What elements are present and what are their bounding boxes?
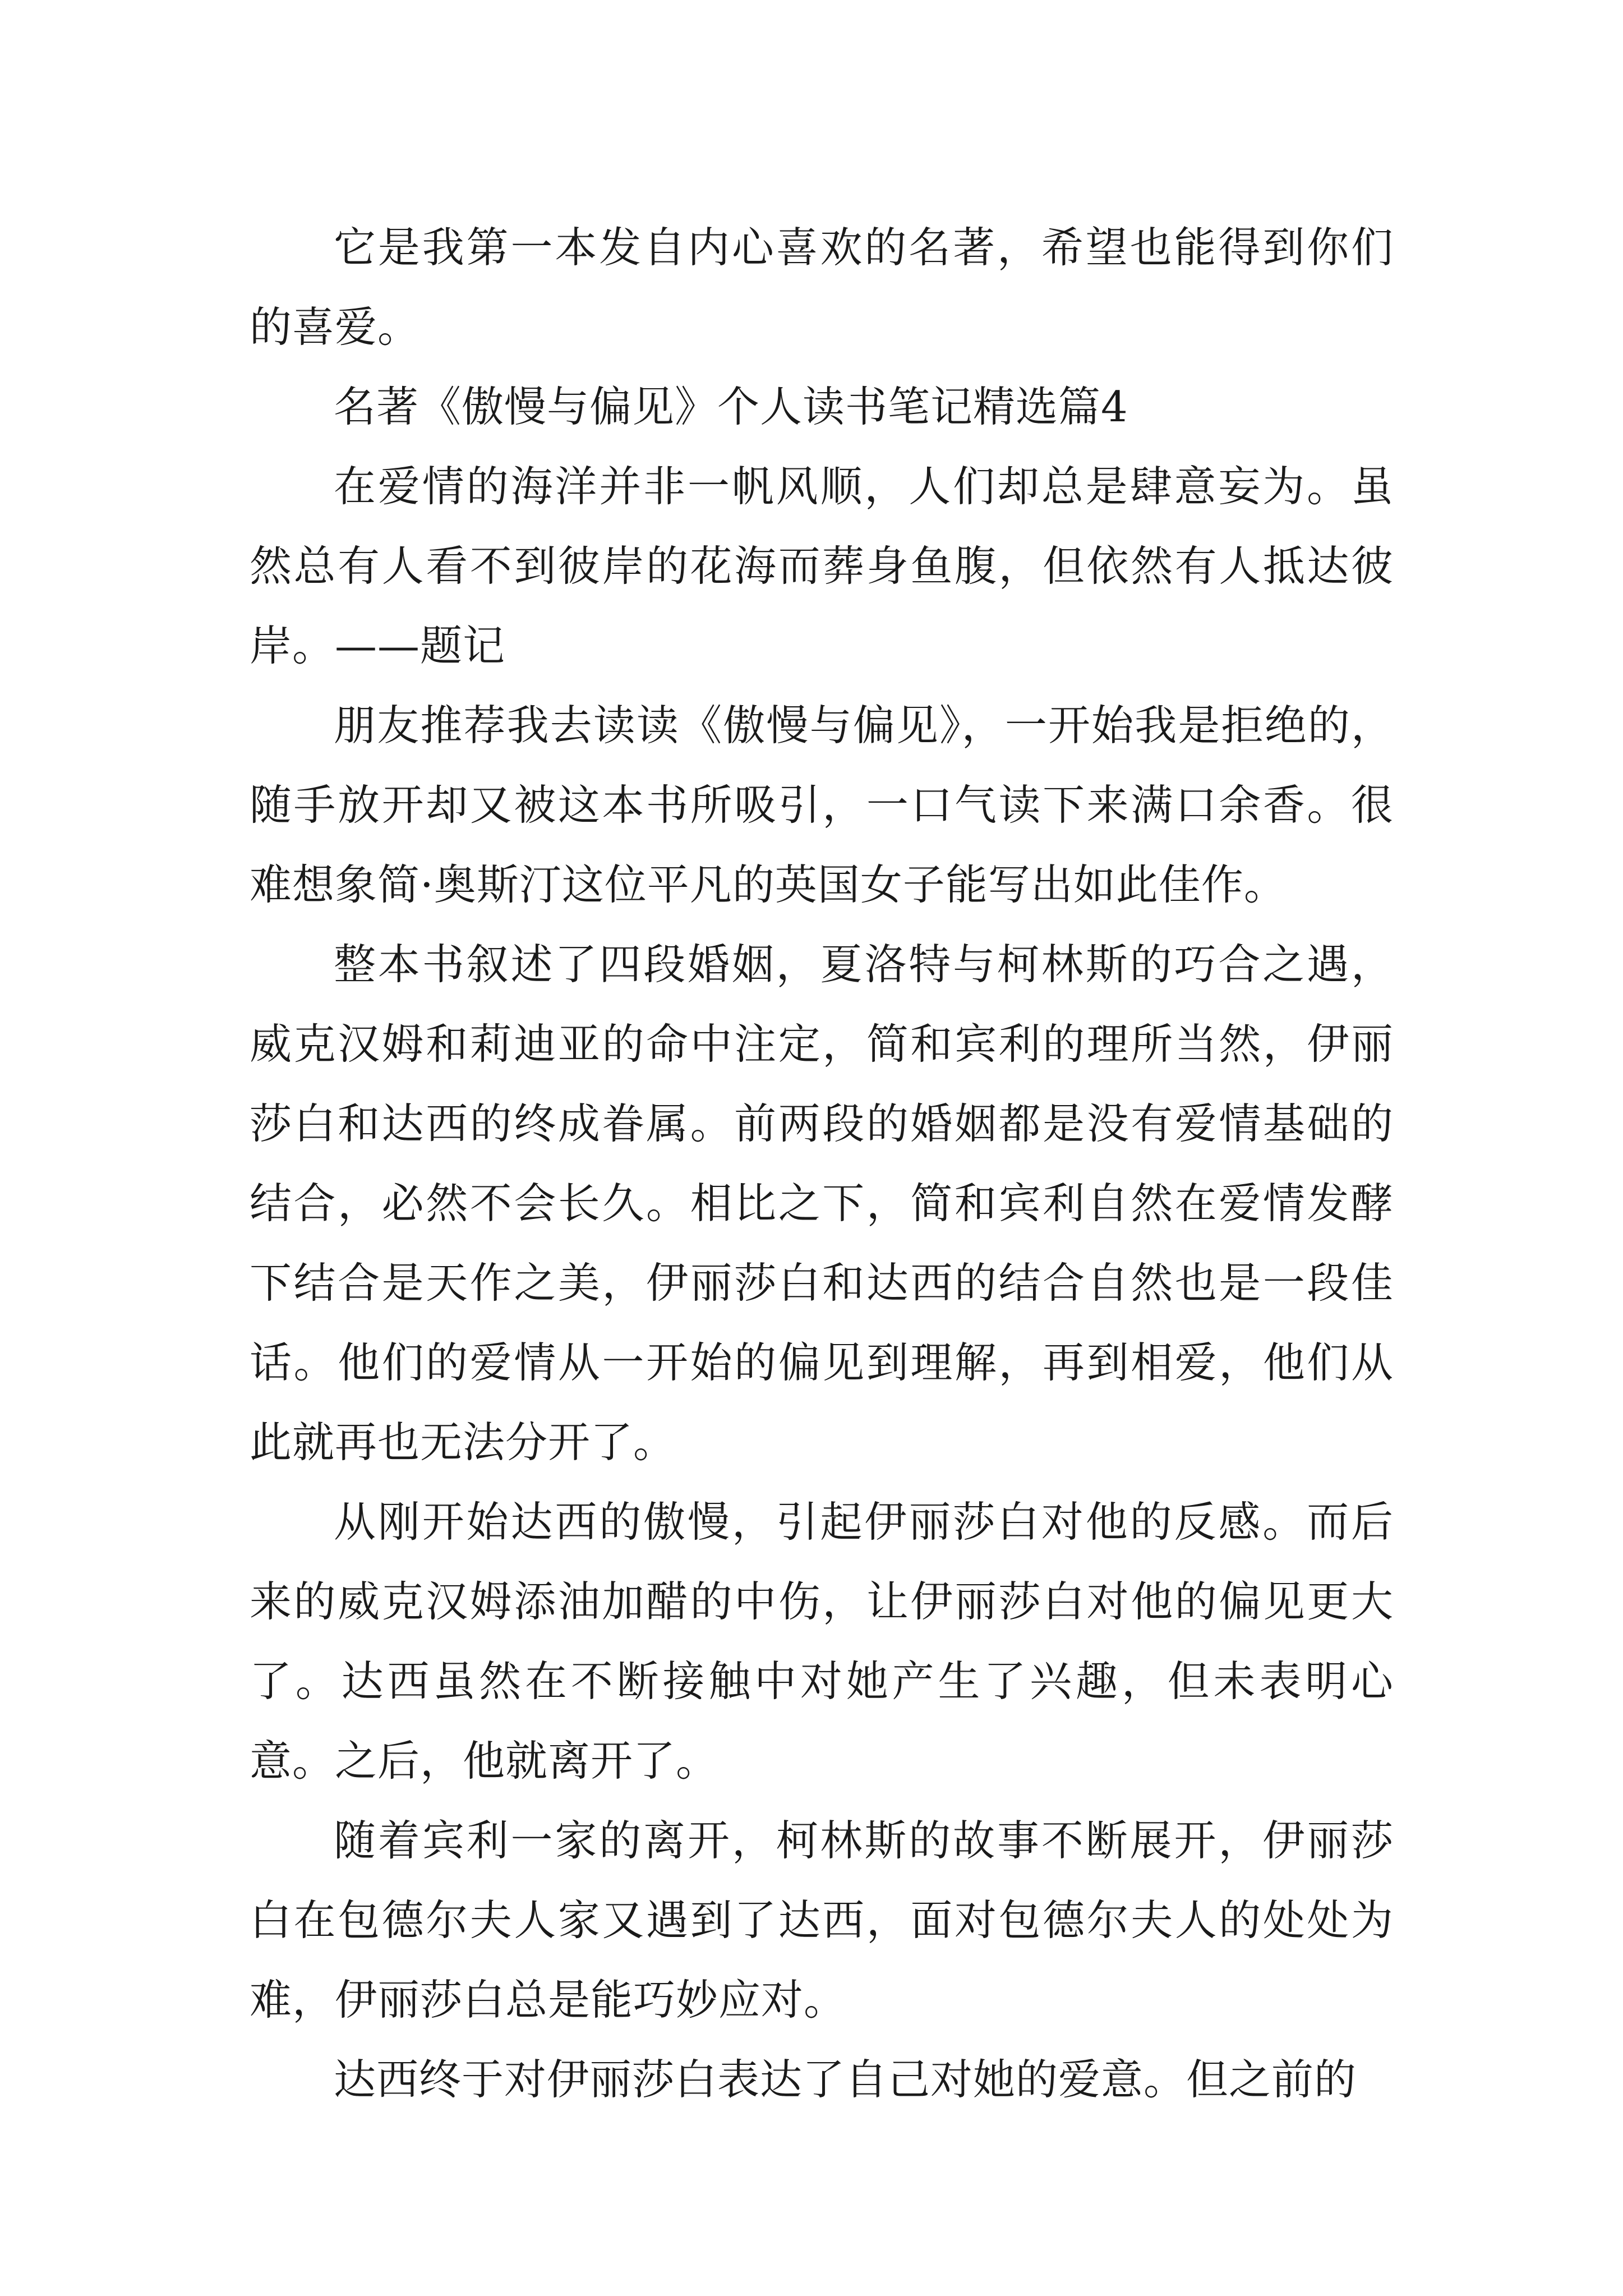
document-body	[250, 208, 1394, 2119]
section-heading: 名著《傲慢与偏见》个人读书笔记精选篇4	[334, 382, 1128, 431]
paragraph-introduction: 朋友推荐我去读读《傲慢与偏见》，一开始我是拒绝的，随手放开却又被这本书所吸引，一口气读下来满口余香。很难想象简·奥斯汀这位平凡的英国女子能写出如此佳作。	[250, 701, 1394, 909]
paragraph-closing-remark: 它是我第一本发自内心喜欢的名著，希望也能得到你们的喜爱。	[250, 223, 1394, 352]
paragraph-bingley-departure: 随着宾利一家的离开，柯林斯的故事不断展开，伊丽莎白在包德尔夫人家又遇到了达西，面对包德尔夫人的处处为难，伊丽莎白总是能巧妙应对。	[250, 1816, 1394, 2024]
paragraph-four-marriages: 整本书叙述了四段婚姻，夏洛特与柯林斯的巧合之遇，威克汉姆和莉迪亚的命中注定，简和宾利的理所当然，伊丽莎白和达西的终成眷属。前两段的婚姻都是没有爱情基础的结合，必然不会长久。相比之下，简和宾利自然在爱情发酵下结合是天作之美，伊丽莎白和达西的结合自然也是一段佳话。他们的爱情从一开始的偏见到理解，再到相爱，他们从此就再也无法分开了。	[250, 940, 1394, 1467]
paragraph-darcy-pride: 从刚开始达西的傲慢，引起伊丽莎白对他的反感。而后来的威克汉姆添油加醋的中伤，让伊丽莎白对他的偏见更大了。达西虽然在不断接触中对她产生了兴趣，但未表明心意。之后，他就离开了。	[250, 1497, 1394, 1786]
paragraph-darcy-confession: 达西终于对伊丽莎白表达了自己对她的爱意。但之前的	[334, 2055, 1357, 2104]
paragraph-epigraph: 在爱情的海洋并非一帆风顺，人们却总是肆意妄为。虽然总有人看不到彼岸的花海而葬身鱼腹，但依然有人抵达彼岸。——题记	[250, 462, 1394, 670]
